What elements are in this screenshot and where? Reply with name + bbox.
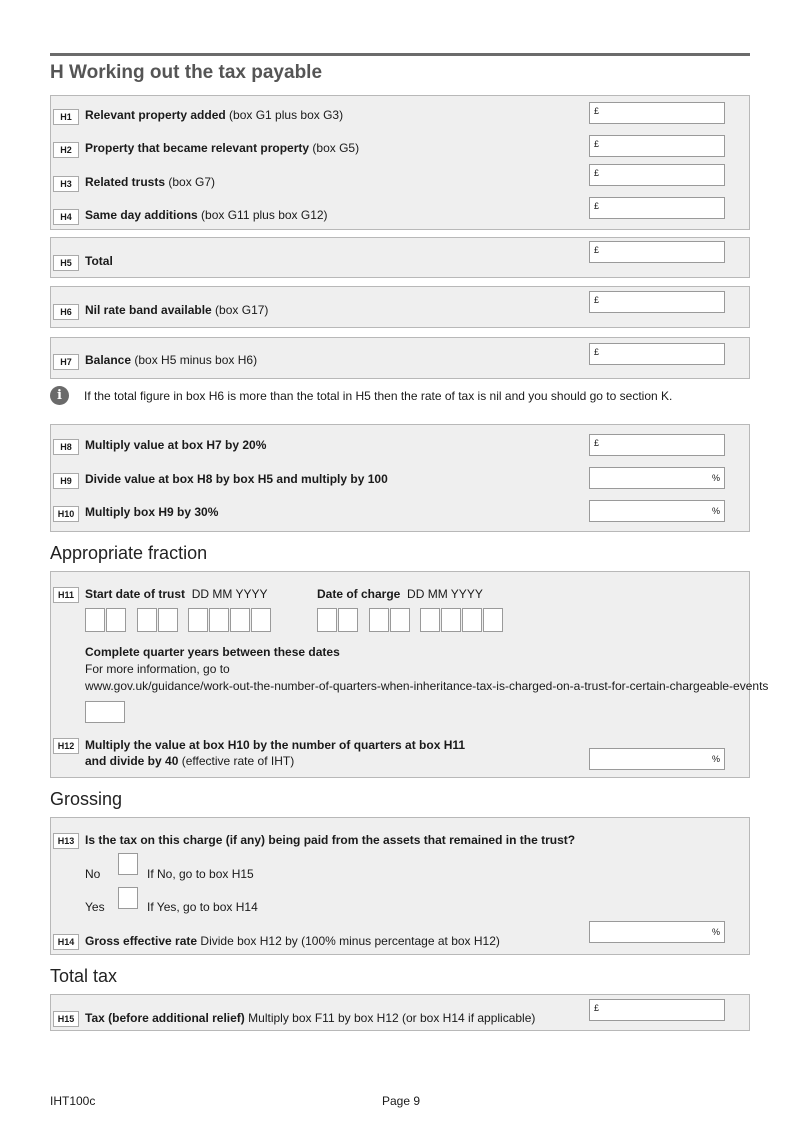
- row-note: (effective rate of IHT): [178, 754, 295, 768]
- h12-percent-field[interactable]: [589, 748, 725, 770]
- more-info-text: For more information, go to: [85, 662, 230, 676]
- h8-amount-field[interactable]: [589, 434, 725, 456]
- heading-total-tax: Total tax: [50, 966, 118, 986]
- box-code: H8: [53, 439, 79, 455]
- h2-amount-field[interactable]: [589, 135, 725, 157]
- pound-icon: £: [594, 106, 600, 116]
- panel-h15: [50, 994, 750, 1031]
- panel-h8-h10: [50, 424, 750, 532]
- pound-icon: £: [594, 201, 600, 211]
- percent-icon: %: [711, 754, 720, 764]
- box-code: H10: [53, 506, 79, 522]
- row-label: Total: [85, 254, 113, 268]
- box-code: H14: [53, 934, 79, 950]
- row-note: (box G7): [165, 175, 216, 189]
- row-label: Property that became relevant property: [85, 141, 310, 155]
- panel-h13-h14: [50, 817, 750, 955]
- start-year-digit-1[interactable]: [188, 608, 208, 632]
- row-note: (box G11 plus box G12): [197, 208, 328, 222]
- row-h2: [51, 140, 749, 160]
- pound-icon: £: [594, 295, 600, 305]
- heading-grossing: Grossing: [50, 789, 123, 809]
- box-code: H13: [53, 833, 79, 849]
- panel-h7: [50, 337, 750, 379]
- row-h10: [51, 505, 749, 525]
- row-label: Same day additions: [85, 208, 198, 222]
- h7-amount-field[interactable]: [589, 343, 725, 365]
- form-reference: IHT100c: [50, 1094, 96, 1108]
- pound-icon: £: [594, 168, 600, 178]
- charge-year-digit-2[interactable]: [441, 608, 461, 632]
- row-note: (box G17): [211, 303, 269, 317]
- h3-amount-field[interactable]: [589, 164, 725, 186]
- row-note: (box H5 minus box H6): [131, 353, 258, 367]
- info-icon: i: [50, 386, 69, 405]
- row-label: Multiply value at box H7 by 20%: [85, 438, 267, 452]
- box-code: H1: [53, 109, 79, 125]
- start-month-digit-1[interactable]: [137, 608, 157, 632]
- h10-percent-field[interactable]: [589, 500, 725, 522]
- row-label: Is the tax on this charge (if any) being paid from the assets that remained in the trust?: [85, 833, 576, 847]
- h9-percent-field[interactable]: [589, 467, 725, 489]
- row-note: Multiply box F11 by box H12 (or box H14 if applicable): [244, 1011, 536, 1025]
- quarters-field[interactable]: [85, 701, 125, 723]
- no-instruction: If No, go to box H15: [147, 867, 254, 881]
- percent-icon: %: [711, 927, 720, 937]
- box-code: H11: [53, 587, 79, 603]
- row-h9: [51, 472, 749, 492]
- row-label: Nil rate band available: [85, 303, 212, 317]
- box-code: H2: [53, 142, 79, 158]
- box-code: H9: [53, 473, 79, 489]
- charge-year-digit-1[interactable]: [420, 608, 440, 632]
- panel-h5: [50, 237, 750, 278]
- box-code: H15: [53, 1011, 79, 1027]
- box-code: H5: [53, 255, 79, 271]
- start-date-format: DD MM YYYY: [191, 587, 268, 601]
- section-title: H Working out the tax payable: [50, 62, 323, 83]
- row-h3: [51, 168, 749, 194]
- quarters-label: Complete quarter years between these dates: [85, 645, 340, 659]
- pound-icon: £: [594, 347, 600, 357]
- panel-h11-h12: [50, 571, 769, 778]
- yes-label: Yes: [85, 900, 105, 914]
- no-label: No: [85, 867, 101, 881]
- row-label: Tax (before additional relief): [85, 1011, 245, 1025]
- h1-amount-field[interactable]: [589, 102, 725, 124]
- box-code: H4: [53, 209, 79, 225]
- yes-checkbox[interactable]: [118, 887, 138, 909]
- charge-month-digit-1[interactable]: [369, 608, 389, 632]
- info-note: If the total figure in box H6 is more than the total in H5 then the rate of tax is nil and you should go to section K.: [84, 389, 673, 403]
- heading-fraction: Appropriate fraction: [50, 543, 208, 563]
- row-label: Multiply the value at box H10 by the number of quarters at box H11: [85, 738, 466, 752]
- no-checkbox[interactable]: [118, 853, 138, 875]
- box-code: H3: [53, 176, 79, 192]
- panel-h6: [50, 286, 750, 328]
- charge-month-digit-2[interactable]: [390, 608, 410, 632]
- row-h4: [51, 201, 749, 227]
- row-label: Balance: [85, 353, 132, 367]
- charge-year-digit-4[interactable]: [483, 608, 503, 632]
- charge-day-digit-1[interactable]: [317, 608, 337, 632]
- row-label: Multiply box H9 by 30%: [85, 505, 219, 519]
- row-label: and divide by 40: [85, 754, 179, 768]
- start-day-digit-2[interactable]: [106, 608, 126, 632]
- row-label: Relevant property added: [85, 108, 226, 122]
- pound-icon: £: [594, 139, 600, 149]
- pound-icon: £: [594, 438, 600, 448]
- charge-year-digit-3[interactable]: [462, 608, 482, 632]
- row-note: (box G5): [309, 141, 360, 155]
- pound-icon: £: [594, 245, 600, 255]
- box-code: H12: [53, 738, 79, 754]
- section-rule: [50, 53, 750, 56]
- h14-percent-field[interactable]: [589, 921, 725, 943]
- row-label: Divide value at box H8 by box H5 and multiply by 100: [85, 472, 388, 486]
- h4-amount-field[interactable]: [589, 197, 725, 219]
- start-year-digit-3[interactable]: [230, 608, 250, 632]
- row-note: (box G1 plus box G3): [225, 108, 344, 122]
- charge-day-digit-2[interactable]: [338, 608, 358, 632]
- guidance-link[interactable]: www.gov.uk/guidance/work-out-the-number-of-quarters-when-inheritance-tax-is-charged-on-a-trust-for-certain-chargeable-events: [85, 679, 769, 693]
- start-year-digit-2[interactable]: [209, 608, 229, 632]
- percent-icon: %: [711, 473, 720, 483]
- row-label: Gross effective rate: [85, 934, 198, 948]
- row-h8: [51, 438, 749, 458]
- box-code: H6: [53, 304, 79, 320]
- charge-date-label: Date of charge: [317, 587, 401, 601]
- row-h1: [51, 107, 749, 127]
- percent-icon: %: [711, 506, 720, 516]
- h6-amount-field[interactable]: [589, 291, 725, 313]
- start-month-digit-2[interactable]: [158, 608, 178, 632]
- row-label: Related trusts: [85, 175, 166, 189]
- h15-amount-field[interactable]: [589, 999, 725, 1021]
- panel-h1-h4: [50, 95, 750, 230]
- row-h7: [51, 347, 749, 373]
- yes-instruction: If Yes, go to box H14: [147, 900, 258, 914]
- charge-date-format: DD MM YYYY: [407, 587, 483, 601]
- row-h5: [51, 245, 749, 274]
- box-code: H7: [53, 354, 79, 370]
- page-number: Page 9: [382, 1094, 421, 1108]
- start-day-digit-1[interactable]: [85, 608, 105, 632]
- h5-amount-field[interactable]: [589, 241, 725, 263]
- row-note: Divide box H12 by (100% minus percentage at box H12): [197, 934, 500, 948]
- start-year-digit-4[interactable]: [251, 608, 271, 632]
- row-h6: [51, 295, 749, 323]
- start-date-label: Start date of trust: [85, 587, 186, 601]
- pound-icon: £: [594, 1003, 600, 1013]
